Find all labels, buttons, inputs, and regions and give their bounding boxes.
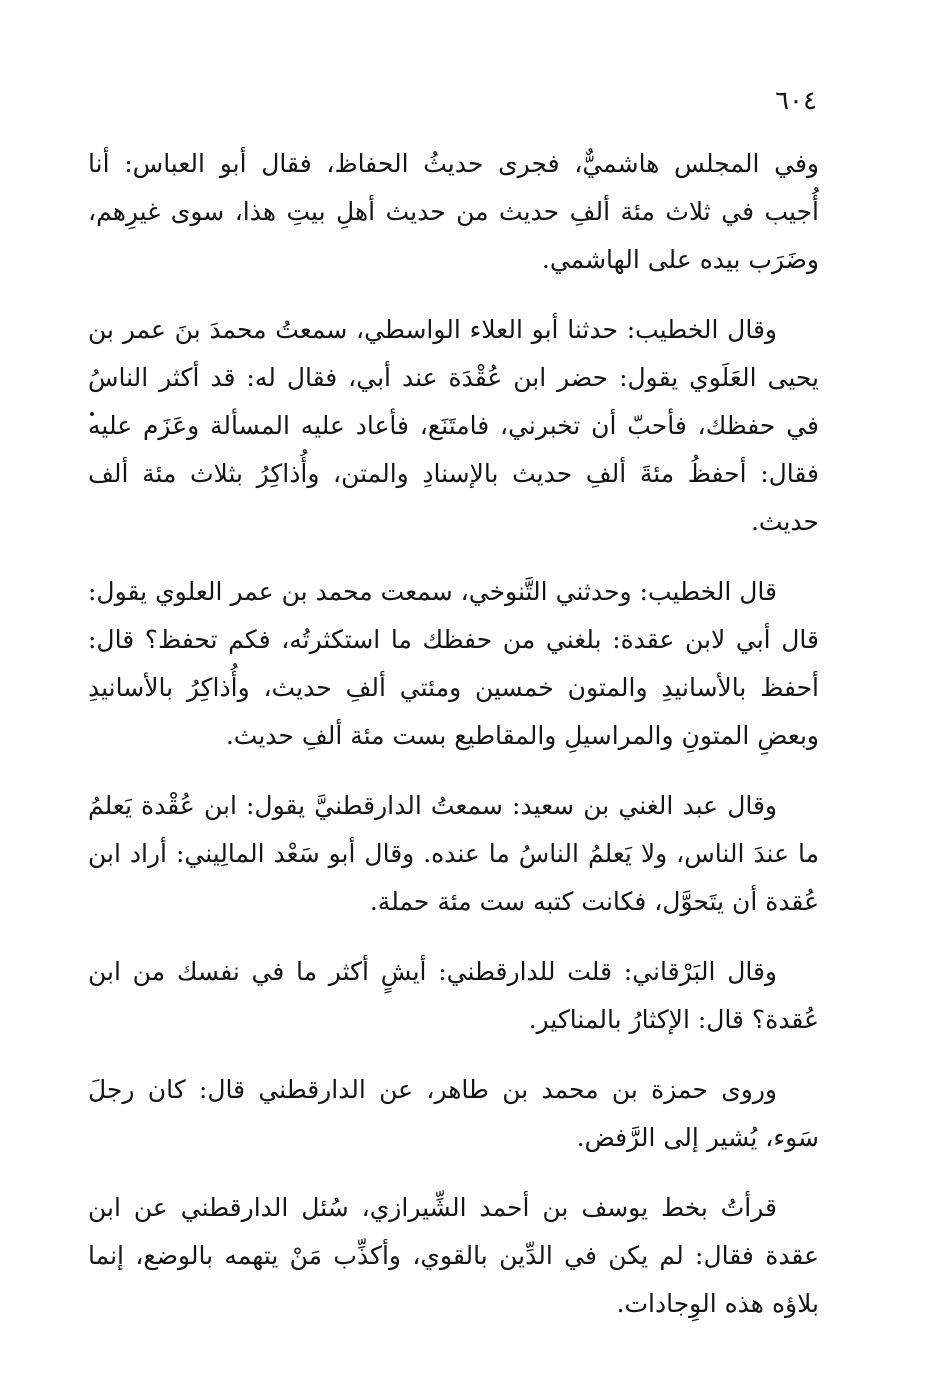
- paragraph-2-text: وقال الخطيب: حدثنا أبو العلاء الواسطي، سمعتُ محمدَ بنَ عمر بن يحيى العَلَوي يقول: حضر ابن عُقْدَة عند أبي، فقال له: قد أكثر الناسُ في حفظك، فأحبّ أن تخبرني، فامتَنَع، فأعاد عليه المسألة وعَزَم عليه فقال: أحفظُ مئةَ ألفِ حديث بالإسنادِ والمتن، وأُذاكِرُ بثلاث مئة ألف حديث.: [88, 315, 819, 536]
- body-text: [88, 140, 819, 1328]
- page-number: ٦٠٤: [775, 86, 817, 116]
- paragraph-1: [88, 140, 819, 284]
- paragraph-5: [88, 948, 819, 1044]
- paragraph-3-text: قال الخطيب: وحدثني التَّنوخي، سمعت محمد بن عمر العلوي يقول: قال أبي لابن عقدة: بلغني من حفظك ما استكثرتُه، فكم تحفظ؟ قال: أحفظ بالأسانيدِ والمتون خمسين ومئتي ألفِ حديث، وأُذاكِرُ بالأسانيدِ وبعضِ المتونِ والمراسيلِ والمقاطيع بست مئة ألفِ حديث.: [88, 577, 819, 750]
- paragraph-6-text: وروى حمزة بن محمد بن طاهر، عن الدارقطني قال: كان رجلَ سَوء، يُشير إلى الرَّفض.: [88, 1075, 819, 1152]
- paragraph-6: [88, 1066, 819, 1162]
- paragraph-7: [88, 1184, 819, 1328]
- paragraph-5-text: وقال البَرْقاني: قلت للدارقطني: أيشٍ أكثر ما في نفسك من ابن عُقدة؟ قال: الإكثارُ بالمناكير.: [88, 957, 819, 1034]
- paragraph-2: [88, 306, 819, 546]
- paragraph-4-text: وقال عبد الغني بن سعيد: سمعتُ الدارقطنيَّ يقول: ابن عُقْدة يَعلمُ ما عندَ الناس، ولا يَعلمُ الناسُ ما عنده. وقال أبو سَعْد المالِيني: أراد ابن عُقدة أن يتَحوَّل، فكانت كتبه ست مئة حملة.: [88, 791, 819, 916]
- paragraph-1-text: وفي المجلس هاشميٌّ، فجرى حديثُ الحفاظ، فقال أبو العباس: أنا أُجيب في ثلاث مئة ألفِ حديث من حديث أهلِ بيتِ هذا، سوى غيرِهم، وضَرَب بيده على الهاشمي.: [88, 149, 819, 274]
- paragraph-7-text: قرأتُ بخط يوسف بن أحمد الشِّيرازي، سُئل الدارقطني عن ابن عقدة فقال: لم يكن في الدِّين بالقوي، وأكذِّب مَنْ يتهمه بالوضع، إنما بلاؤه هذه الوِجادات.: [88, 1193, 819, 1318]
- paragraph-4: [88, 782, 819, 926]
- paragraph-3: [88, 568, 819, 760]
